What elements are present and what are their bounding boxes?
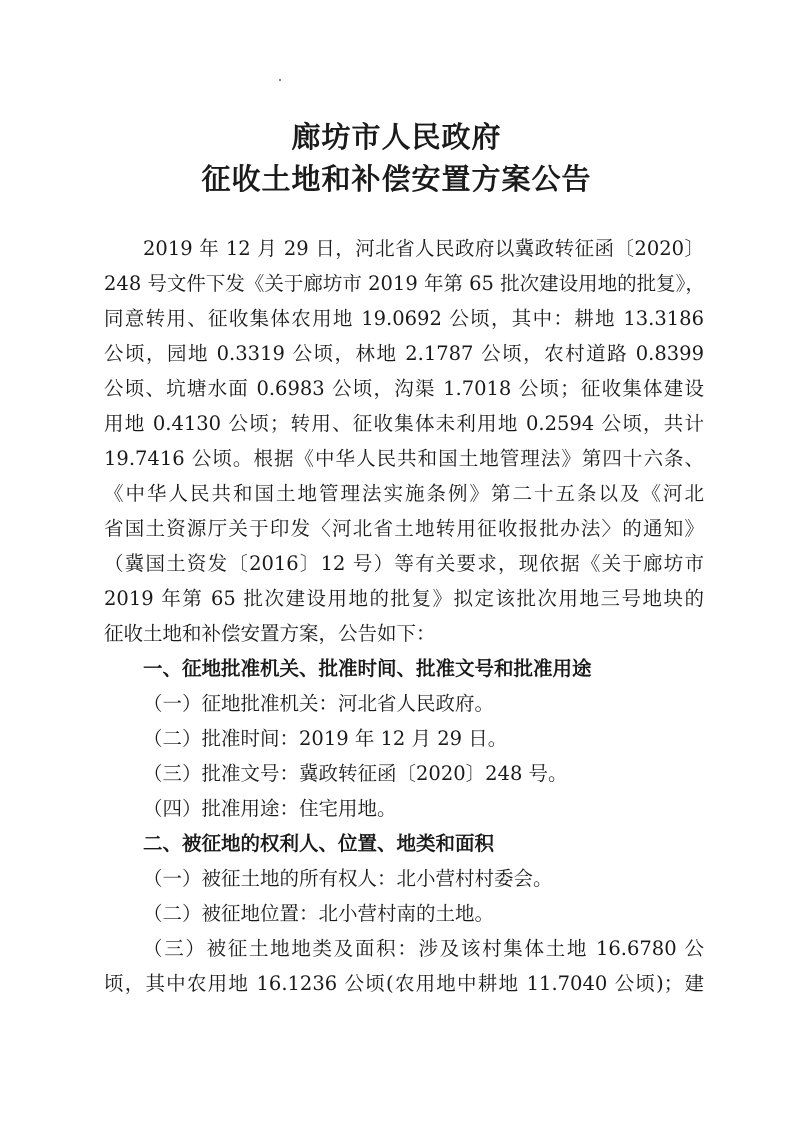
- intro-line: 用地 0.4130 公顷；转用、征收集体未利用地 0.2594 公顷，共计: [104, 412, 704, 435]
- intro-line: 同意转用、征收集体农用地 19.0692 公顷，其中：耕地 13.3186: [104, 307, 704, 330]
- intro-line: 2019 年 12 月 29 日，河北省人民政府以冀政转征函〔2020〕: [143, 237, 704, 260]
- intro-line: 248 号文件下发《关于廊坊市 2019 年第 65 批次建设用地的批复》，: [104, 272, 705, 295]
- intro-line: 公顷，园地 0.3319 公顷，林地 2.1787 公顷，农村道路 0.8399: [104, 342, 704, 365]
- intro-line: 征收土地和补偿安置方案，公告如下：: [104, 622, 436, 645]
- section-1-heading: 一、征地批准机关、批准时间、批准文号和批准用途: [143, 657, 592, 680]
- intro-line: 省国土资源厅关于印发〈河北省土地转用征收报批办法〉的通知》: [104, 517, 704, 540]
- intro-line: 19.7416 公顷。根据《中华人民共和国土地管理法》第四十六条、: [104, 447, 704, 470]
- section-1-item: （三）批准文号：冀政转征函〔2020〕248 号。: [143, 762, 568, 785]
- scan-speck: [279, 79, 281, 81]
- section-2-heading: 二、被征地的权利人、位置、地类和面积: [143, 832, 495, 855]
- intro-line: 《中华人民共和国土地管理法实施条例》第二十五条以及《河北: [104, 482, 704, 505]
- section-2-item: （一）被征土地的所有权人：北小营村村委会。: [143, 867, 553, 890]
- intro-line: （冀国土资发〔2016〕12 号）等有关要求，现依据《关于廊坊市: [104, 552, 704, 575]
- section-1-item: （四）批准用途：住宅用地。: [143, 797, 397, 820]
- section-1-item: （一）征地批准机关：河北省人民政府。: [143, 692, 495, 715]
- title-line-2: 征收土地和补偿安置方案公告: [201, 162, 592, 196]
- section-2-item-3-line: （三）被征土地地类及面积：涉及该村集体土地 16.6780 公: [143, 937, 704, 960]
- intro-line: 2019 年第 65 批次建设用地的批复》拟定该批次用地三号地块的: [104, 587, 704, 610]
- intro-line: 公顷、坑塘水面 0.6983 公顷，沟渠 1.7018 公顷；征收集体建设: [104, 377, 704, 400]
- section-2-item-3-line: 顷，其中农用地 16.1236 公顷(农用地中耕地 11.7040 公顷)；建: [104, 972, 704, 995]
- section-2-item: （二）被征地位置：北小营村南的土地。: [143, 902, 495, 925]
- title-line-1: 廊坊市人民政府: [291, 120, 502, 154]
- section-1-item: （二）批准时间：2019 年 12 月 29 日。: [143, 727, 508, 750]
